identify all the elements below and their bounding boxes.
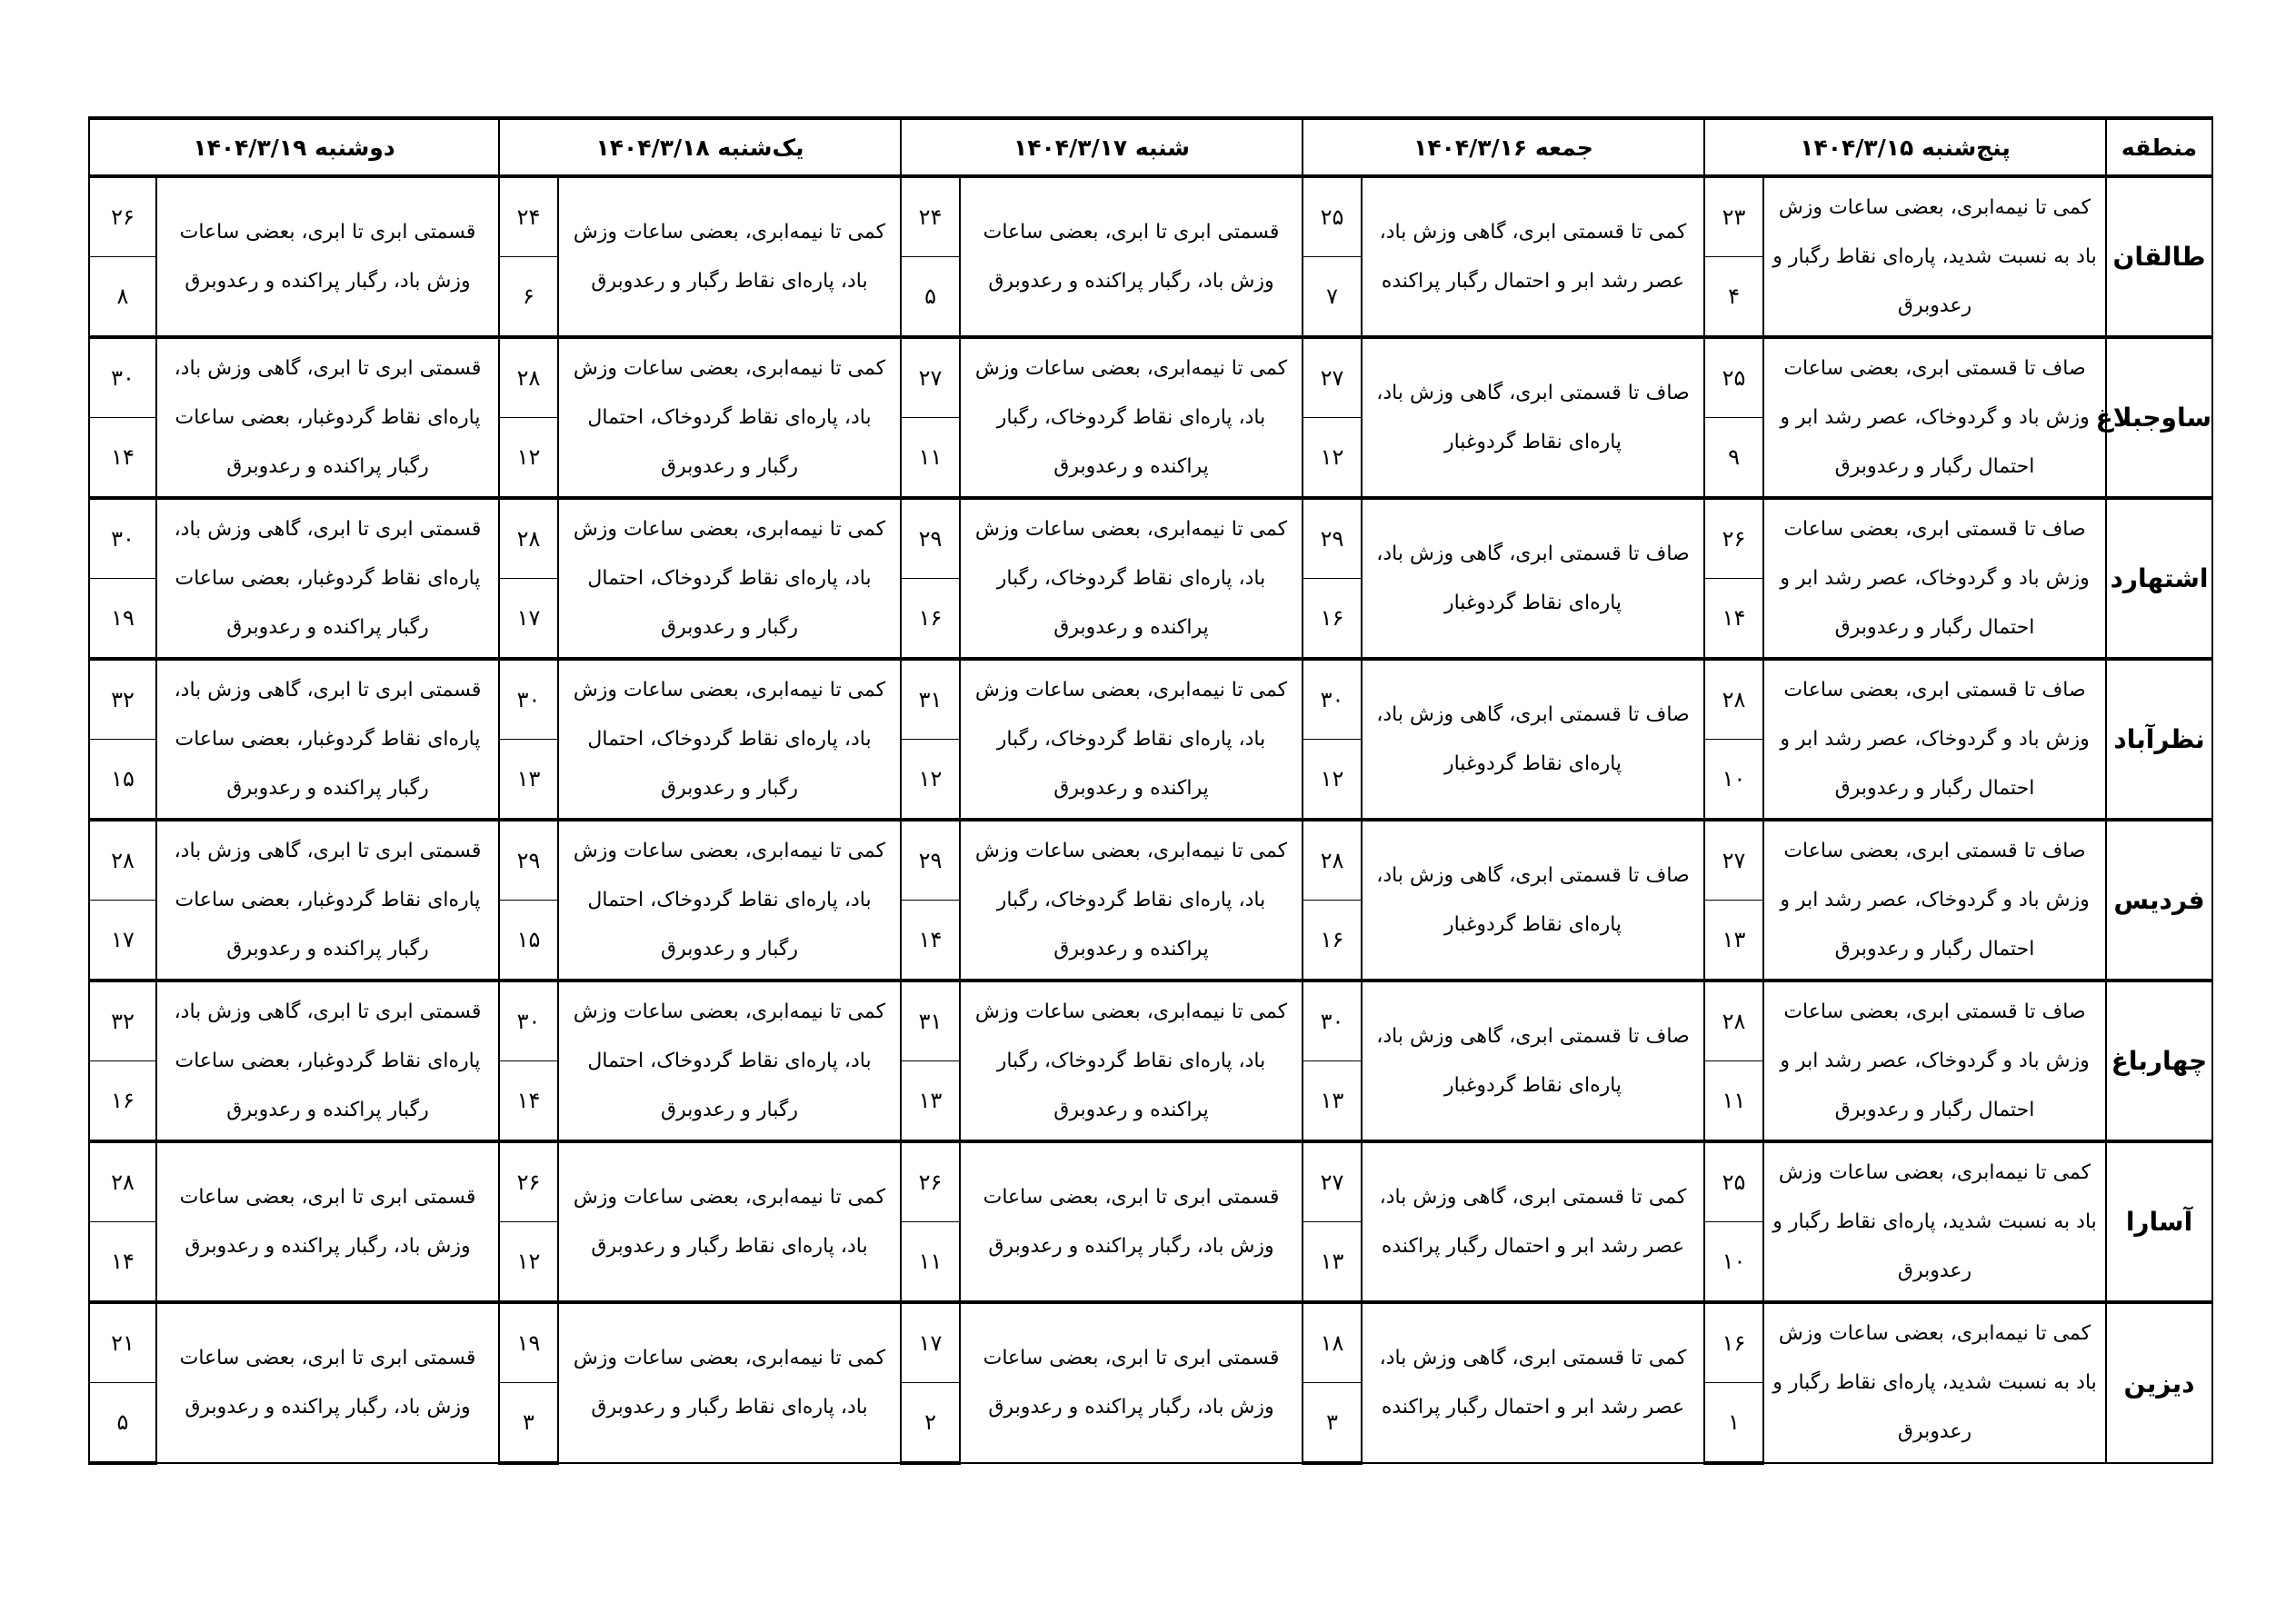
max-temperature: ۱۷ [901, 1302, 960, 1383]
weather-description: کمی تا قسمتی ابری، گاهی وزش باد، عصر رشد ابر و احتمال رگبار پراکنده [1362, 1302, 1704, 1463]
region-row [89, 176, 2212, 257]
min-temperature: ۱۲ [1303, 740, 1362, 821]
min-temperature: ۱۲ [901, 740, 960, 821]
max-temperature: ۳۰ [1303, 659, 1362, 740]
min-temperature: ۸ [89, 257, 156, 338]
max-temperature: ۲۶ [499, 1141, 558, 1222]
weather-description: کمی تا نیمه‌ابری، بعضی ساعات وزش باد، پاره‌ای نقاط گردوخاک، احتمال رگبار و رعدوبرق [558, 498, 901, 659]
min-temperature: ۱۰ [1704, 1222, 1763, 1303]
region-name: فردیس [2106, 820, 2212, 981]
max-temperature: ۲۴ [499, 176, 558, 257]
header-row [89, 118, 2212, 176]
min-temperature: ۵ [901, 257, 960, 338]
max-temperature: ۲۷ [1303, 1141, 1362, 1222]
min-temperature: ۱۳ [1303, 1222, 1362, 1303]
max-temperature: ۲۸ [89, 820, 156, 901]
min-temperature: ۱۲ [1303, 418, 1362, 499]
region-name: نظرآباد [2106, 659, 2212, 820]
min-temperature: ۱۳ [1303, 1061, 1362, 1142]
max-temperature: ۳۰ [499, 659, 558, 740]
max-temperature: ۲۷ [1704, 820, 1763, 901]
region-column-header: منطقه [2106, 118, 2212, 176]
max-temperature: ۲۵ [1704, 337, 1763, 418]
min-temperature: ۳ [499, 1383, 558, 1464]
min-temperature: ۳ [1303, 1383, 1362, 1464]
weather-description: کمی تا نیمه‌ابری، بعضی ساعات وزش باد، پاره‌ای نقاط گردوخاک، احتمال رگبار و رعدوبرق [558, 337, 901, 498]
min-temperature: ۱۴ [89, 1222, 156, 1303]
max-temperature: ۲۶ [1704, 498, 1763, 579]
max-temperature: ۱۶ [1704, 1302, 1763, 1383]
max-temperature: ۲۸ [499, 337, 558, 418]
min-temperature: ۱۳ [1704, 901, 1763, 981]
weather-description: کمی تا قسمتی ابری، گاهی وزش باد، عصر رشد ابر و احتمال رگبار پراکنده [1362, 176, 1704, 337]
weather-description: صاف تا قسمتی ابری، گاهی وزش باد، پاره‌ای نقاط گردوغبار [1362, 659, 1704, 820]
weather-description: قسمتی ابری تا ابری، گاهی وزش باد، پاره‌ای نقاط گردوغبار، بعضی ساعات رگبار پراکنده و رعدوبرق [156, 820, 499, 981]
weather-description: کمی تا نیمه‌ابری، بعضی ساعات وزش باد، پاره‌ای نقاط گردوخاک، رگبار پراکنده و رعدوبرق [960, 820, 1303, 981]
min-temperature: ۱۲ [499, 418, 558, 499]
max-temperature: ۱۹ [499, 1302, 558, 1383]
weather-description: کمی تا نیمه‌ابری، بعضی ساعات وزش باد، پاره‌ای نقاط گردوخاک، رگبار پراکنده و رعدوبرق [960, 981, 1303, 1141]
day-header: شنبه ۱۴۰۴/۳/۱۷ [901, 118, 1303, 176]
max-temperature: ۲۵ [1704, 1141, 1763, 1222]
max-temperature: ۱۸ [1303, 1302, 1362, 1383]
max-temperature: ۲۷ [901, 337, 960, 418]
weather-description: قسمتی ابری تا ابری، بعضی ساعات وزش باد، رگبار پراکنده و رعدوبرق [156, 1141, 499, 1302]
weather-description: کمی تا نیمه‌ابری، بعضی ساعات وزش باد به نسبت شدید، پاره‌ای نقاط رگبار و رعدوبرق [1763, 1141, 2106, 1302]
max-temperature: ۲۱ [89, 1302, 156, 1383]
max-temperature: ۳۰ [89, 498, 156, 579]
min-temperature: ۱۳ [901, 1061, 960, 1142]
table-body [89, 176, 2212, 1463]
region-row [89, 659, 2212, 740]
min-temperature: ۴ [1704, 257, 1763, 338]
max-temperature: ۲۹ [901, 498, 960, 579]
max-temperature: ۲۴ [901, 176, 960, 257]
region-name: ساوجبلاغ [2106, 337, 2212, 498]
min-temperature: ۵ [89, 1383, 156, 1464]
max-temperature: ۲۳ [1704, 176, 1763, 257]
max-temperature: ۲۸ [1303, 820, 1362, 901]
max-temperature: ۳۲ [89, 981, 156, 1061]
min-temperature: ۱ [1704, 1383, 1763, 1464]
region-row [89, 337, 2212, 418]
max-temperature: ۲۸ [499, 498, 558, 579]
weather-description: کمی تا نیمه‌ابری، بعضی ساعات وزش باد، پاره‌ای نقاط گردوخاک، رگبار پراکنده و رعدوبرق [960, 337, 1303, 498]
min-temperature: ۱۱ [901, 1222, 960, 1303]
weather-description: قسمتی ابری تا ابری، بعضی ساعات وزش باد، رگبار پراکنده و رعدوبرق [960, 1302, 1303, 1463]
max-temperature: ۲۸ [89, 1141, 156, 1222]
min-temperature: ۱۹ [89, 579, 156, 660]
weather-description: صاف تا قسمتی ابری، گاهی وزش باد، پاره‌ای نقاط گردوغبار [1362, 498, 1704, 659]
weather-description: کمی تا نیمه‌ابری، بعضی ساعات وزش باد، پاره‌ای نقاط گردوخاک، احتمال رگبار و رعدوبرق [558, 820, 901, 981]
max-temperature: ۳۱ [901, 981, 960, 1061]
max-temperature: ۲۶ [89, 176, 156, 257]
max-temperature: ۲۷ [1303, 337, 1362, 418]
weather-description: صاف تا قسمتی ابری، بعضی ساعات وزش باد و گردوخاک، عصر رشد ابر و احتمال رگبار و رعدوبرق [1763, 498, 2106, 659]
min-temperature: ۱۴ [89, 418, 156, 499]
max-temperature: ۳۰ [1303, 981, 1362, 1061]
weather-description: کمی تا قسمتی ابری، گاهی وزش باد، عصر رشد ابر و احتمال رگبار پراکنده [1362, 1141, 1704, 1302]
weather-description: قسمتی ابری تا ابری، گاهی وزش باد، پاره‌ای نقاط گردوغبار، بعضی ساعات رگبار پراکنده و رعدوبرق [156, 659, 499, 820]
min-temperature: ۱۴ [499, 1061, 558, 1142]
day-header: دوشنبه ۱۴۰۴/۳/۱۹ [89, 118, 499, 176]
min-temperature: ۱۴ [1704, 579, 1763, 660]
weather-description: کمی تا نیمه‌ابری، بعضی ساعات وزش باد، پاره‌ای نقاط گردوخاک، احتمال رگبار و رعدوبرق [558, 981, 901, 1141]
weather-description: کمی تا نیمه‌ابری، بعضی ساعات وزش باد، پاره‌ای نقاط رگبار و رعدوبرق [558, 1141, 901, 1302]
max-temperature: ۳۲ [89, 659, 156, 740]
min-temperature: ۱۳ [499, 740, 558, 821]
weather-description: صاف تا قسمتی ابری، گاهی وزش باد، پاره‌ای نقاط گردوغبار [1362, 981, 1704, 1141]
weather-description: صاف تا قسمتی ابری، گاهی وزش باد، پاره‌ای نقاط گردوغبار [1362, 337, 1704, 498]
min-temperature: ۷ [1303, 257, 1362, 338]
min-temperature: ۱۱ [1704, 1061, 1763, 1142]
region-row [89, 1141, 2212, 1222]
weather-description: کمی تا نیمه‌ابری، بعضی ساعات وزش باد به نسبت شدید، پاره‌ای نقاط رگبار و رعدوبرق [1763, 1302, 2106, 1463]
min-temperature: ۶ [499, 257, 558, 338]
max-temperature: ۳۱ [901, 659, 960, 740]
region-row [89, 1302, 2212, 1383]
max-temperature: ۲۹ [901, 820, 960, 901]
max-temperature: ۳۰ [499, 981, 558, 1061]
weather-description: قسمتی ابری تا ابری، گاهی وزش باد، پاره‌ای نقاط گردوغبار، بعضی ساعات رگبار پراکنده و رعدوبرق [156, 981, 499, 1141]
day-header: یک‌شنبه ۱۴۰۴/۳/۱۸ [499, 118, 901, 176]
max-temperature: ۲۹ [499, 820, 558, 901]
max-temperature: ۲۵ [1303, 176, 1362, 257]
min-temperature: ۱۵ [89, 740, 156, 821]
weather-description: قسمتی ابری تا ابری، بعضی ساعات وزش باد، رگبار پراکنده و رعدوبرق [156, 176, 499, 337]
max-temperature: ۲۸ [1704, 981, 1763, 1061]
weather-description: قسمتی ابری تا ابری، گاهی وزش باد، پاره‌ای نقاط گردوغبار، بعضی ساعات رگبار پراکنده و رعدوبرق [156, 337, 499, 498]
weather-description: صاف تا قسمتی ابری، بعضی ساعات وزش باد و گردوخاک، عصر رشد ابر و احتمال رگبار و رعدوبرق [1763, 337, 2106, 498]
weather-description: قسمتی ابری تا ابری، بعضی ساعات وزش باد، رگبار پراکنده و رعدوبرق [960, 176, 1303, 337]
min-temperature: ۱۷ [499, 579, 558, 660]
min-temperature: ۱۶ [901, 579, 960, 660]
weather-description: صاف تا قسمتی ابری، بعضی ساعات وزش باد و گردوخاک، عصر رشد ابر و احتمال رگبار و رعدوبرق [1763, 820, 2106, 981]
min-temperature: ۱۷ [89, 901, 156, 981]
region-row [89, 498, 2212, 579]
weather-description: کمی تا نیمه‌ابری، بعضی ساعات وزش باد، پاره‌ای نقاط رگبار و رعدوبرق [558, 1302, 901, 1463]
weather-description: قسمتی ابری تا ابری، بعضی ساعات وزش باد، رگبار پراکنده و رعدوبرق [156, 1302, 499, 1463]
weather-description: کمی تا نیمه‌ابری، بعضی ساعات وزش باد به نسبت شدید، پاره‌ای نقاط رگبار و رعدوبرق [1763, 176, 2106, 337]
min-temperature: ۱۶ [1303, 579, 1362, 660]
min-temperature: ۲ [901, 1383, 960, 1464]
weather-description: صاف تا قسمتی ابری، بعضی ساعات وزش باد و گردوخاک، عصر رشد ابر و احتمال رگبار و رعدوبرق [1763, 659, 2106, 820]
weather-description: کمی تا نیمه‌ابری، بعضی ساعات وزش باد، پاره‌ای نقاط گردوخاک، رگبار پراکنده و رعدوبرق [960, 498, 1303, 659]
region-name: چهارباغ [2106, 981, 2212, 1141]
region-name: طالقان [2106, 176, 2212, 337]
min-temperature: ۱۱ [901, 418, 960, 499]
weather-description: کمی تا نیمه‌ابری، بعضی ساعات وزش باد، پاره‌ای نقاط گردوخاک، رگبار پراکنده و رعدوبرق [960, 659, 1303, 820]
day-header: جمعه ۱۴۰۴/۳/۱۶ [1303, 118, 1704, 176]
min-temperature: ۱۵ [499, 901, 558, 981]
day-header: پنج‌شنبه ۱۴۰۴/۳/۱۵ [1704, 118, 2106, 176]
min-temperature: ۱۶ [89, 1061, 156, 1142]
max-temperature: ۳۰ [89, 337, 156, 418]
forecast-table [88, 116, 2213, 1465]
weather-description: قسمتی ابری تا ابری، بعضی ساعات وزش باد، رگبار پراکنده و رعدوبرق [960, 1141, 1303, 1302]
max-temperature: ۲۶ [901, 1141, 960, 1222]
region-name: آسارا [2106, 1141, 2212, 1302]
weather-description: قسمتی ابری تا ابری، گاهی وزش باد، پاره‌ای نقاط گردوغبار، بعضی ساعات رگبار پراکنده و رعدوبرق [156, 498, 499, 659]
weather-description: کمی تا نیمه‌ابری، بعضی ساعات وزش باد، پاره‌ای نقاط گردوخاک، احتمال رگبار و رعدوبرق [558, 659, 901, 820]
min-temperature: ۱۰ [1704, 740, 1763, 821]
min-temperature: ۱۶ [1303, 901, 1362, 981]
min-temperature: ۱۴ [901, 901, 960, 981]
weather-description: کمی تا نیمه‌ابری، بعضی ساعات وزش باد، پاره‌ای نقاط رگبار و رعدوبرق [558, 176, 901, 337]
region-name: اشتهارد [2106, 498, 2212, 659]
region-name: دیزین [2106, 1302, 2212, 1463]
max-temperature: ۲۹ [1303, 498, 1362, 579]
weather-description: صاف تا قسمتی ابری، بعضی ساعات وزش باد و گردوخاک، عصر رشد ابر و احتمال رگبار و رعدوبرق [1763, 981, 2106, 1141]
region-row [89, 820, 2212, 901]
region-row [89, 981, 2212, 1061]
min-temperature: ۱۲ [499, 1222, 558, 1303]
weather-description: صاف تا قسمتی ابری، گاهی وزش باد، پاره‌ای نقاط گردوغبار [1362, 820, 1704, 981]
max-temperature: ۲۸ [1704, 659, 1763, 740]
min-temperature: ۹ [1704, 418, 1763, 499]
